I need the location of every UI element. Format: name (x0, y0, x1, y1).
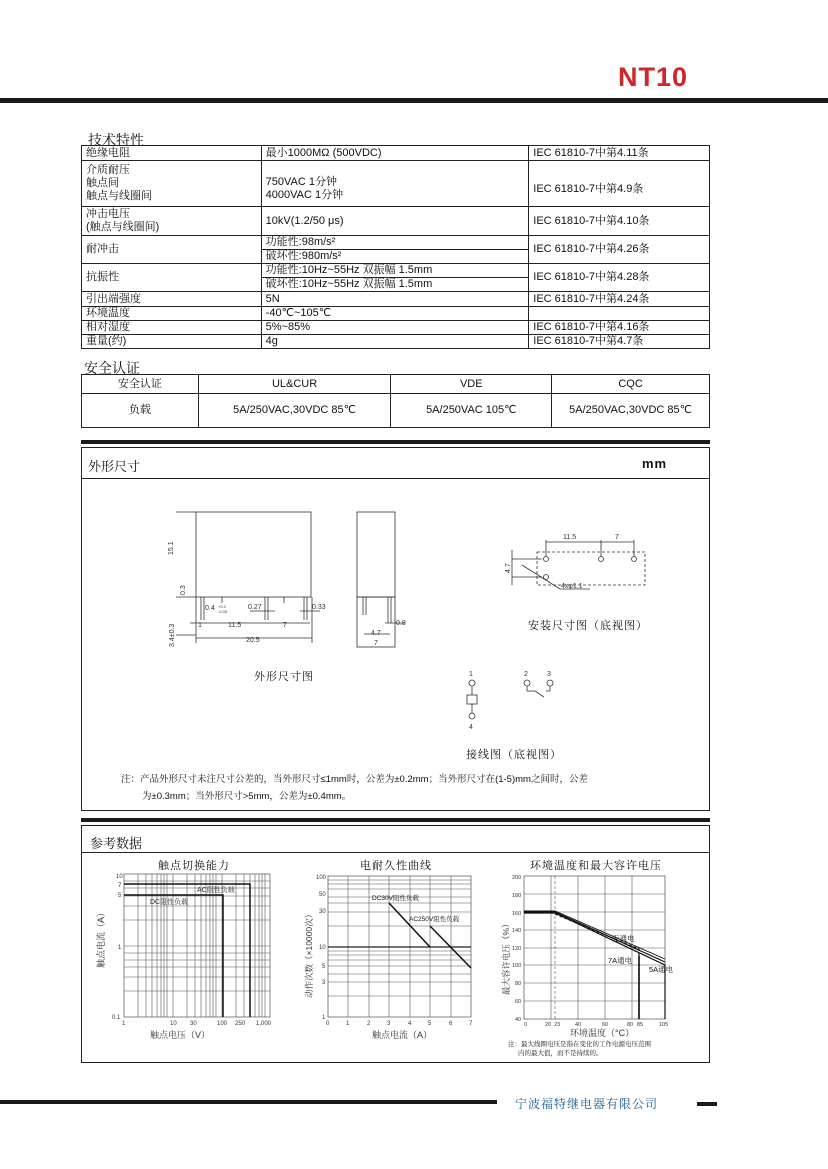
y-tick: 180 (512, 893, 522, 899)
panel-header-divider (81, 478, 710, 479)
panel-header-divider (81, 852, 710, 853)
y-axis-label: 最大容许电压（%） (501, 919, 511, 995)
x-tick: 3 (387, 1021, 391, 1027)
series-label: DC阻性负载 (150, 899, 189, 906)
spec-name: 重量(约) (82, 335, 262, 349)
pin-label: 4 (469, 724, 473, 731)
table-row (82, 236, 710, 250)
note-line: 为±0.3mm；当外形尺寸>5mm，公差为±0.4mm。 (142, 791, 352, 802)
table-row (82, 292, 710, 307)
spec-value: 5N (261, 292, 529, 307)
spec-value: 破坏性:980m/s² (261, 250, 529, 264)
y-axis-label: 触点电流（A） (96, 907, 106, 968)
spec-name: 相对湿度 (82, 321, 262, 335)
y-tick: 10 (116, 874, 123, 880)
endurance-chart (298, 870, 493, 1045)
pin-label: 1 (469, 671, 473, 678)
dim-label: 11.5 (563, 534, 577, 541)
mounting-caption: 安装尺寸图（底视图） (528, 620, 648, 632)
spec-standard: IEC 61810-7中第4.9条 (529, 161, 710, 207)
chart3-note (508, 1040, 651, 1058)
x-axis-label: 环境温度（°C） (570, 1028, 635, 1038)
series-label: DC30V阻性负载 (372, 895, 419, 902)
mounting-outline (537, 552, 645, 585)
temperature-voltage-chart (498, 870, 703, 1045)
section-divider (81, 818, 710, 822)
tolerance-note (121, 771, 588, 805)
unit-label: mm (642, 456, 668, 471)
pin-label: 2 (524, 671, 528, 678)
dim-label: 0.8 (396, 620, 406, 627)
series-label: 无通电 (612, 934, 635, 943)
spec-value: 功能性:98m/s² (261, 236, 529, 250)
series-label: 7A通电 (608, 956, 633, 965)
footer-divider (0, 1100, 497, 1104)
table-row (82, 264, 710, 278)
spec-value: 破坏性:10Hz~55Hz 双振幅 1.5mm (261, 278, 529, 292)
x-tick: 40 (575, 1022, 582, 1028)
dim-label: 0.4 (205, 605, 215, 612)
spec-value-line: 750VAC 1分钟 (265, 175, 337, 188)
dim-label: 0.3 (180, 585, 187, 595)
header-divider (0, 98, 828, 103)
y-tick: 1 (322, 1015, 326, 1021)
y-tick: 100 (316, 875, 327, 881)
table-header-row (82, 375, 710, 394)
x-tick: 7 (469, 1021, 473, 1027)
dim-label: 3.4±0.3 (169, 623, 176, 647)
outline-caption: 外形尺寸图 (254, 671, 314, 683)
chart3-title: 环境温度和最大容许电压 (530, 860, 662, 872)
spec-value (261, 161, 529, 207)
cert-cell: 负载 (82, 394, 199, 428)
x-tick: 105 (659, 1022, 669, 1028)
y-tick: 40 (515, 1017, 522, 1023)
dimensions-title: 外形尺寸 (88, 459, 141, 474)
x-tick: 85 (637, 1022, 644, 1028)
cert-cell: 5A/250VAC,30VDC 85℃ (198, 394, 391, 428)
note-line: 注：最大线圈电压是指在变化的工作电源电压范围 (508, 1041, 651, 1048)
dim-label: 1 (198, 622, 202, 629)
y-tick: 60 (515, 999, 522, 1005)
chart2-title: 电耐久性曲线 (360, 860, 432, 872)
spec-name: 抗振性 (82, 264, 262, 292)
table-row (82, 335, 710, 349)
relay-front-body (196, 512, 311, 597)
spec-value: -40℃~105℃ (261, 307, 529, 321)
y-tick: 10 (319, 945, 326, 951)
y-tick: 160 (512, 911, 522, 917)
model-title: NT10 (618, 62, 689, 92)
switching-capability-chart (90, 870, 285, 1045)
y-tick: 5 (322, 964, 326, 970)
y-tick: 140 (512, 928, 522, 934)
table-row (82, 161, 710, 207)
y-tick: 200 (512, 875, 522, 881)
spec-name (82, 207, 262, 236)
cert-table (81, 374, 710, 428)
spec-standard: IEC 61810-7中第4.28条 (529, 264, 710, 292)
spec-name-line: (触点与线圈间) (86, 221, 160, 233)
x-tick: 1 (122, 1021, 126, 1027)
tech-section-title: 技术特性 (88, 132, 144, 148)
spec-value: 功能性:10Hz~55Hz 双振幅 1.5mm (261, 264, 529, 278)
y-tick: 120 (512, 946, 522, 952)
x-tick: 250 (235, 1021, 246, 1027)
x-tick: 20 (545, 1022, 552, 1028)
x-tick: 0 (326, 1021, 330, 1027)
cert-header: VDE (391, 375, 552, 394)
spec-standard: IEC 61810-7中第4.7条 (529, 335, 710, 349)
company-name: 宁波福特继电器有限公司 (515, 1097, 659, 1111)
x-tick: 5 (428, 1021, 432, 1027)
spec-value: 5%~85% (261, 321, 529, 335)
dim-label: 15.1 (168, 541, 175, 555)
y-tick: 100 (512, 963, 522, 969)
y-tick: 5 (118, 893, 122, 899)
x-tick: 4 (408, 1021, 412, 1027)
dim-label: 7 (283, 622, 287, 629)
spec-name: 引出端强度 (82, 292, 262, 307)
dim-label: 0.33 (312, 604, 326, 611)
spec-standard: IEC 61810-7中第4.10条 (529, 207, 710, 236)
cert-cell: 5A/250VAC 105℃ (391, 394, 552, 428)
spec-value: 最小1000MΩ (500VDC) (261, 146, 529, 161)
x-tick: 10 (170, 1021, 177, 1027)
table-row (82, 207, 710, 236)
spec-name-line: 介质耐压 (86, 164, 130, 176)
tech-spec-table (81, 145, 710, 349)
dim-label: 7 (615, 534, 619, 541)
x-tick: 6 (449, 1021, 453, 1027)
reference-title: 参考数据 (90, 836, 143, 851)
note-line: 内的最大值，而不是持续的。 (518, 1050, 603, 1057)
y-axis-label: 动作次数（×10000次） (304, 909, 314, 998)
spec-name: 绝缘电阻 (82, 146, 262, 161)
y-tick: 3 (322, 980, 326, 986)
dim-label: 7 (374, 640, 378, 647)
pin-label: 3 (547, 671, 551, 678)
relay-side-body (357, 512, 395, 597)
spec-name (82, 161, 262, 207)
cert-header: CQC (552, 375, 710, 394)
y-tick: 7 (118, 883, 122, 889)
dim-label: 20.5 (246, 637, 260, 644)
spec-name-line: 冲击电压 (86, 208, 130, 220)
spec-standard: IEC 61810-7中第4.11条 (529, 146, 710, 161)
cert-header: 安全认证 (82, 375, 199, 394)
series-label: AC阻性负载 (197, 887, 235, 894)
x-tick: 2 (367, 1021, 371, 1027)
wiring-caption: 接线图（底视图） (466, 749, 562, 761)
dim-label: 4xφ1.1 (561, 583, 583, 590)
y-tick: 0.1 (112, 1015, 121, 1021)
dim-label: 11.5 (228, 622, 242, 629)
series-label: 5A通电 (649, 965, 674, 974)
spec-standard: IEC 61810-7中第4.26条 (529, 236, 710, 264)
cert-header: UL&CUR (198, 375, 391, 394)
spec-value: 4g (261, 335, 529, 349)
spec-value-line: 4000VAC 1分钟 (265, 188, 344, 201)
cert-cell: 5A/250VAC,30VDC 85℃ (552, 394, 710, 428)
spec-value: 10kV(1.2/50 μs) (261, 207, 529, 236)
chart1-title: 触点切换能力 (158, 860, 230, 872)
x-tick: 1,000 (256, 1021, 272, 1027)
spec-name-line: 触点与线圈间 (86, 190, 152, 202)
x-axis-label: 触点电压（V） (150, 1030, 211, 1040)
table-row (82, 307, 710, 321)
y-tick: 30 (319, 909, 326, 915)
spec-standard: IEC 61810-7中第4.16条 (529, 321, 710, 335)
y-tick: 1 (118, 945, 122, 951)
dim-label: 4.7 (371, 630, 381, 637)
spec-name-line: 触点间 (86, 177, 119, 189)
note-line: 注：产品外形尺寸未注尺寸公差的，当外形尺寸≤1mm时，公差为±0.2mm；当外形尺寸在(1-5)mm之间时，公差 (121, 774, 588, 785)
x-tick: 1 (346, 1021, 350, 1027)
x-tick: 0 (524, 1022, 528, 1028)
table-row (82, 394, 710, 428)
x-tick: 80 (627, 1022, 634, 1028)
series-label: AC250V阻性负载 (409, 916, 460, 923)
x-tick: 60 (602, 1022, 609, 1028)
dim-label: -0.05 (218, 609, 228, 614)
x-tick: 100 (217, 1021, 228, 1027)
spec-name: 环境温度 (82, 307, 262, 321)
dim-label: 0.27 (248, 604, 262, 611)
footer-dash (697, 1102, 717, 1106)
x-tick: 30 (190, 1021, 197, 1027)
spec-standard (529, 307, 710, 321)
table-row (82, 146, 710, 161)
table-row (82, 321, 710, 335)
y-tick: 80 (515, 981, 522, 987)
section-divider (81, 440, 710, 444)
spec-name: 耐冲击 (82, 236, 262, 264)
cert-section-title: 安全认证 (84, 360, 140, 376)
dim-label: 4.7 (505, 563, 512, 573)
y-tick: 50 (319, 892, 326, 898)
spec-standard: IEC 61810-7中第4.24条 (529, 292, 710, 307)
x-axis-label: 触点电流（A） (372, 1030, 433, 1040)
x-tick: 23 (554, 1022, 561, 1028)
dim-label: +0.2 (218, 604, 226, 609)
